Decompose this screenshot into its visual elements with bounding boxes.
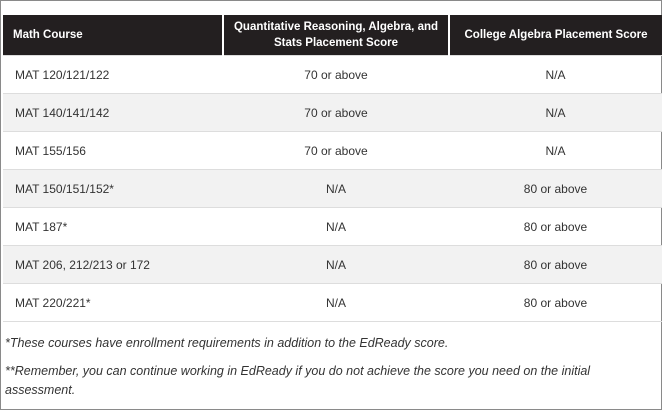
header-quantitative-score: Quantitative Reasoning, Algebra, and Stats Placement Score — [223, 15, 449, 56]
quantitative-score-cell: N/A — [223, 208, 449, 246]
enrollment-requirements-note: *These courses have enrollment requirements in addition to the EdReady score. — [5, 336, 449, 350]
quantitative-score-cell: 70 or above — [223, 56, 449, 94]
course-cell: MAT 220/221* — [3, 284, 223, 322]
table-row — [3, 246, 662, 284]
quantitative-score-cell: N/A — [223, 170, 449, 208]
course-cell: MAT 206, 212/213 or 172 — [3, 246, 223, 284]
course-cell: MAT 120/121/122 — [3, 56, 223, 94]
quantitative-score-cell: N/A — [223, 284, 449, 322]
course-cell: MAT 155/156 — [3, 132, 223, 170]
college-algebra-score-cell: N/A — [449, 94, 662, 132]
course-cell: MAT 140/141/142 — [3, 94, 223, 132]
placement-score-table — [3, 15, 662, 322]
table-header-row — [3, 15, 662, 56]
quantitative-score-cell: 70 or above — [223, 94, 449, 132]
table-row — [3, 170, 662, 208]
course-cell: MAT 187* — [3, 208, 223, 246]
table-row — [3, 56, 662, 94]
header-math-course: Math Course — [3, 15, 223, 56]
table-row — [3, 284, 662, 322]
quantitative-score-cell: 70 or above — [223, 132, 449, 170]
college-algebra-score-cell: N/A — [449, 132, 662, 170]
course-cell: MAT 150/151/152* — [3, 170, 223, 208]
college-algebra-score-cell: 80 or above — [449, 284, 662, 322]
table-row — [3, 94, 662, 132]
college-algebra-score-cell: 80 or above — [449, 170, 662, 208]
header-college-algebra-score: College Algebra Placement Score — [449, 15, 662, 56]
quantitative-score-cell: N/A — [223, 246, 449, 284]
college-algebra-score-cell: 80 or above — [449, 208, 662, 246]
edready-reminder-note: **Remember, you can continue working in EdReady if you do not achieve the score you need on the initial assessment. — [5, 364, 591, 397]
table-row — [3, 208, 662, 246]
table-row — [3, 132, 662, 170]
college-algebra-score-cell: N/A — [449, 56, 662, 94]
college-algebra-score-cell: 80 or above — [449, 246, 662, 284]
